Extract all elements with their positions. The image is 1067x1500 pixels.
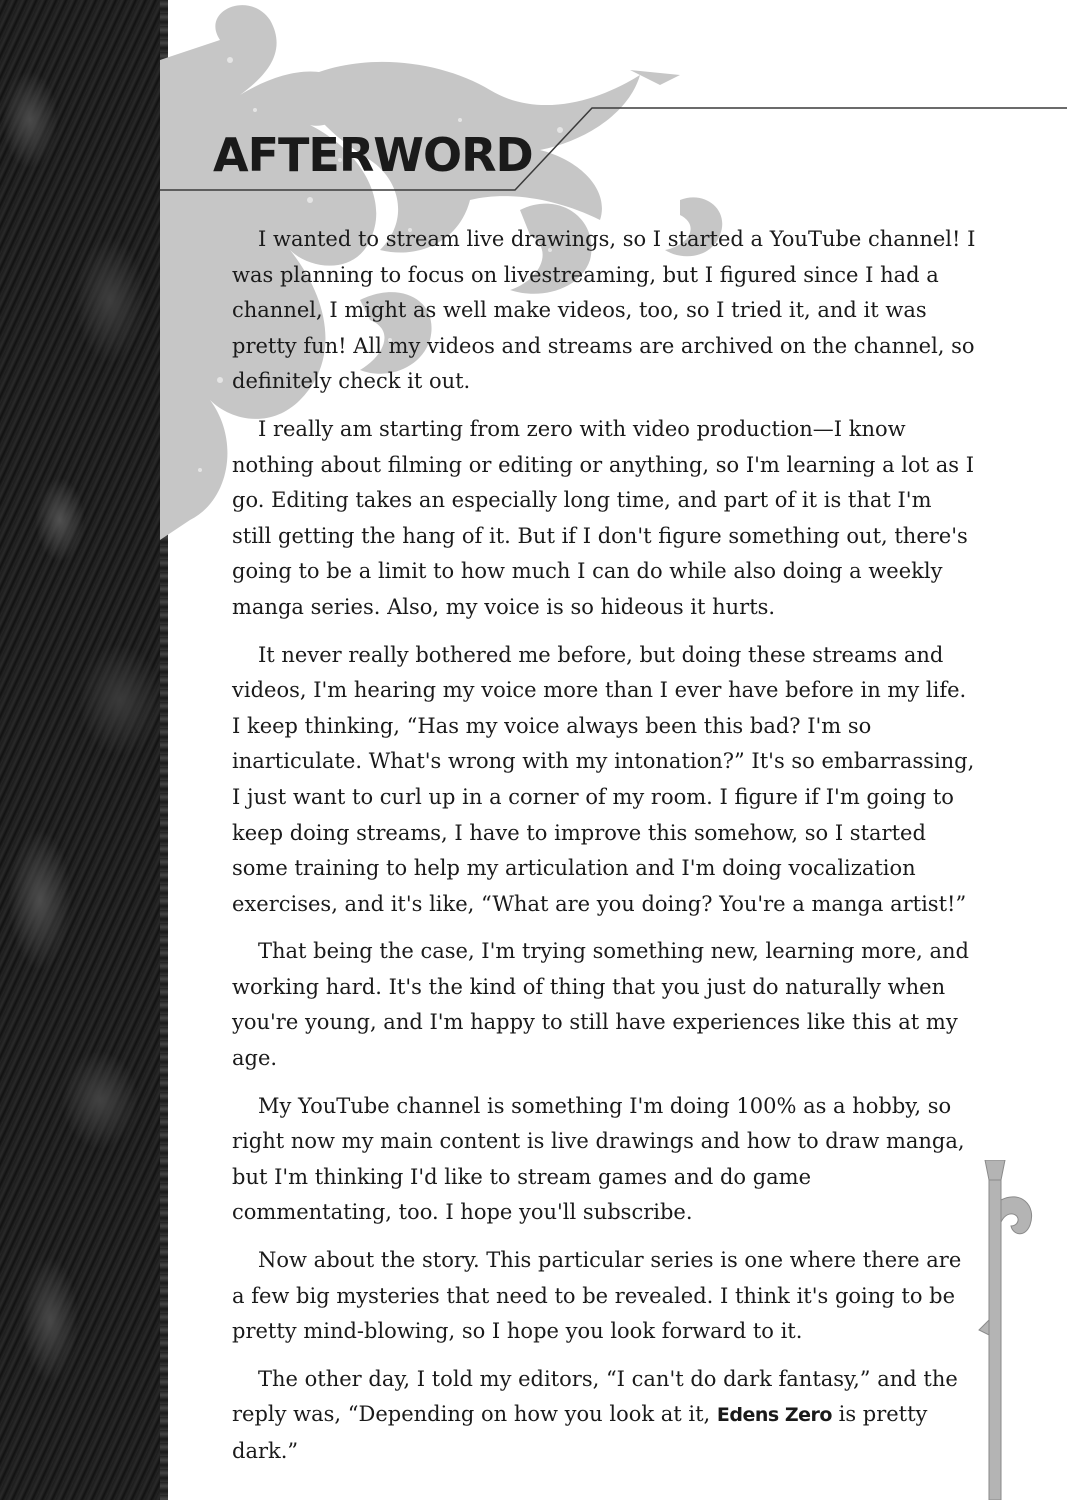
paragraph: My YouTube channel is something I'm doing 100% as a hobby, so right now my main content is live drawings and how to draw manga, but I'm thinking I'd like to stream games and do game commentating, too. I hope you'll subscribe. [232, 1093, 965, 1225]
page-title: AFTERWORD [213, 128, 533, 182]
paragraph: I really am starting from zero with video production—I know nothing about filming or editing or anything, so I'm learning a lot as I go. Editing takes an especially long time, and part of it is that I'm still getting the hang of it. But if I don't figure something out, there's going to be a limit to how much I can do while also doing a weekly manga series. Also, my voice is so hideous it hurts. [232, 416, 975, 619]
afterword-body [232, 222, 977, 1470]
paragraph: It never really bothered me before, but doing these streams and videos, I'm hearing my voice more than I ever have before in my life. I keep thinking, “Has my voice always been this bad? I'm so inarticulate. What's wrong with my intonation?” It's so embarrassing, I just want to curl up in a corner of my room. I figure if I'm going to keep doing streams, I have to improve this somehow, so I started some training to help my articulation and I'm doing vocalization exercises, and it's like, “What are you doing? You're a manga artist!” [232, 642, 975, 916]
left-texture-band [0, 0, 165, 1500]
paragraph: That being the case, I'm trying something new, learning more, and working hard. It's the kind of thing that you just do naturally when you're young, and I'm happy to still have experiences like this at my age. [232, 939, 969, 1071]
paragraph [232, 1362, 977, 1470]
paragraph: I wanted to stream live drawings, so I started a YouTube channel! I was planning to focus on livestreaming, but I figured since I had a channel, I might as well make videos, too, so I tried it, and it was pretty fun! All my videos and streams are archived on the channel, so definitely check it out. [232, 227, 976, 394]
series-title: Edens Zero [716, 1404, 832, 1427]
paragraph-text: The other day, I told my editors, “I can't do dark fantasy,” and the reply was, “Depending on how you look at it, [232, 1366, 958, 1427]
paragraph: Now about the story. This particular series is one where there are a few big mysteries that need to be revealed. I think it's going to be pretty mind-blowing, so I hope you look forward to it. [232, 1248, 962, 1344]
paragraph-text: is pretty dark.” [232, 1402, 928, 1463]
pillar-decoration [975, 1160, 1045, 1500]
